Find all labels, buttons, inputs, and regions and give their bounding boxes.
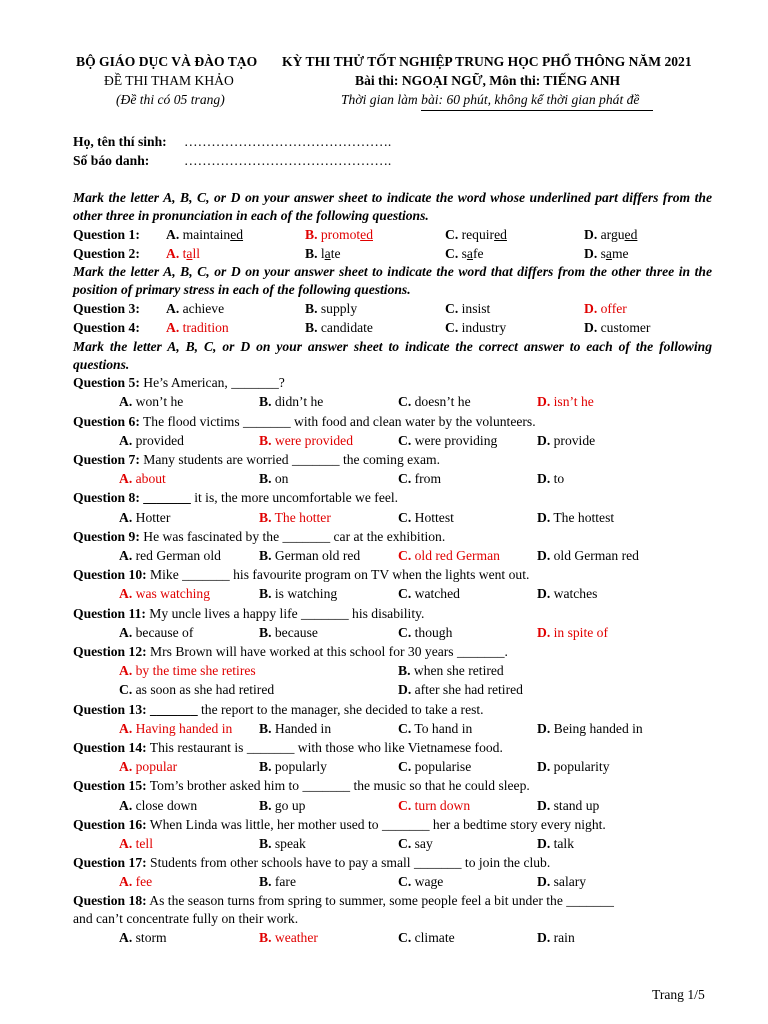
- exam-subject: Bài thi: NGOẠI NGỮ, Môn thi: TIẾNG ANH: [355, 73, 621, 88]
- option-a[interactable]: A. because of: [119, 625, 194, 640]
- option-d[interactable]: D. salary: [537, 874, 587, 889]
- option-a-answer[interactable]: A. tradition: [166, 320, 229, 335]
- option-d[interactable]: D. argued: [584, 227, 638, 242]
- exam-time: Thời gian làm bài: 60 phút, không kể thời gian phát đề: [341, 92, 640, 107]
- question-stem: Question 16: When Linda was little, her mother used to _______ her a bedtime story every night.: [73, 817, 606, 832]
- question-stem: Question 8: _______ it is, the more uncomfortable we feel.: [73, 490, 399, 505]
- option-b-answer[interactable]: B. The hotter: [259, 510, 331, 525]
- option-a-answer[interactable]: A. Having handed in: [119, 721, 233, 736]
- option-c[interactable]: C. as soon as she had retired: [119, 682, 275, 697]
- option-b[interactable]: B. is watching: [259, 586, 338, 601]
- option-b[interactable]: B. fare: [259, 874, 296, 889]
- question-stem: Question 10: Mike _______ his favourite program on TV when the lights went out.: [73, 567, 530, 582]
- option-a-answer[interactable]: A. was watching: [119, 586, 210, 601]
- option-c[interactable]: C. doesn’t he: [398, 394, 471, 409]
- option-c-answer[interactable]: C. old red German: [398, 548, 500, 563]
- exam-type: ĐỀ THI THAM KHẢO: [104, 73, 234, 88]
- option-b-answer[interactable]: B. promoted: [305, 227, 373, 242]
- option-b[interactable]: B. candidate: [305, 320, 373, 335]
- question-stem: Question 17: Students from other schools have to pay a small _______ to join the club.: [73, 855, 551, 870]
- candidate-name-dots: ……………………………………….: [184, 134, 392, 149]
- option-d[interactable]: D. Being handed in: [537, 721, 643, 736]
- option-d[interactable]: D. after she had retired: [398, 682, 523, 697]
- option-b[interactable]: B. speak: [259, 836, 306, 851]
- option-d[interactable]: D. watches: [537, 586, 598, 601]
- pages-note: (Đề thi có 05 trang): [116, 92, 225, 107]
- option-c[interactable]: C. safe: [445, 246, 484, 261]
- question-stem: Question 13: _______ the report to the manager, she decided to take a rest.: [73, 702, 484, 717]
- question-stem: Question 11: My uncle lives a happy life _______ his disability.: [73, 606, 425, 621]
- option-c[interactable]: C. industry: [445, 320, 507, 335]
- option-a-answer[interactable]: A. tall: [166, 246, 201, 261]
- option-d-answer[interactable]: D. isn’t he: [537, 394, 594, 409]
- question-label: Question 3:: [73, 301, 140, 316]
- question-stem: Question 12: Mrs Brown will have worked at this school for 30 years _______.: [73, 644, 508, 659]
- question-label: Question 1:: [73, 227, 140, 242]
- option-c[interactable]: C. popularise: [398, 759, 472, 774]
- ministry-name: BỘ GIÁO DỤC VÀ ĐÀO TẠO: [76, 54, 258, 69]
- instruction-pronunciation: Mark the letter A, B, C, or D on your answer sheet to indicate the word whose underlined part differs from the other three in pronunciation in each of the following questions.: [73, 190, 712, 223]
- option-b[interactable]: B. because: [259, 625, 318, 640]
- candidate-id-dots: ……………………………………….: [184, 153, 392, 168]
- option-a[interactable]: A. achieve: [166, 301, 225, 316]
- option-a[interactable]: A. provided: [119, 433, 184, 448]
- option-d[interactable]: D. talk: [537, 836, 575, 851]
- question-label: Question 2:: [73, 246, 140, 261]
- option-b-answer[interactable]: B. weather: [259, 930, 318, 945]
- option-c[interactable]: C. say: [398, 836, 433, 851]
- option-b[interactable]: B. German old red: [259, 548, 361, 563]
- option-a[interactable]: A. won’t he: [119, 394, 184, 409]
- question-stem-continued: and can’t concentrate fully on their work.: [73, 911, 299, 926]
- option-a-answer[interactable]: A. about: [119, 471, 166, 486]
- option-d-answer[interactable]: D. offer: [584, 301, 627, 316]
- option-d-answer[interactable]: D. in spite of: [537, 625, 608, 640]
- option-a-answer[interactable]: A. tell: [119, 836, 153, 851]
- option-c[interactable]: C. wage: [398, 874, 444, 889]
- option-d[interactable]: D. rain: [537, 930, 575, 945]
- option-c[interactable]: C. insist: [445, 301, 491, 316]
- option-d[interactable]: D. to: [537, 471, 565, 486]
- option-c[interactable]: C. were providing: [398, 433, 498, 448]
- option-a-answer[interactable]: A. popular: [119, 759, 178, 774]
- page-number: Trang 1/5: [652, 987, 705, 1002]
- question-stem: Question 5: He’s American, _______?: [73, 375, 285, 390]
- option-c[interactable]: C. climate: [398, 930, 455, 945]
- option-d[interactable]: D. The hottest: [537, 510, 615, 525]
- option-c[interactable]: C. Hottest: [398, 510, 454, 525]
- option-a[interactable]: A. close down: [119, 798, 198, 813]
- question-stem: Question 6: The flood victims _______ with food and clean water by the volunteers.: [73, 414, 536, 429]
- option-d[interactable]: D. same: [584, 246, 629, 261]
- option-b[interactable]: B. late: [305, 246, 341, 261]
- option-a-answer[interactable]: A. by the time she retires: [119, 663, 256, 678]
- instruction-correct-answer: Mark the letter A, B, C, or D on your answer sheet to indicate the correct answer to each of the following questions.: [73, 339, 712, 372]
- option-c[interactable]: C. though: [398, 625, 453, 640]
- option-b[interactable]: B. when she retired: [398, 663, 504, 678]
- option-b[interactable]: B. on: [259, 471, 289, 486]
- exam-title: KỲ THI THỬ TỐT NGHIỆP TRUNG HỌC PHỔ THÔNG NĂM 2021: [282, 54, 692, 69]
- candidate-id-label: Số báo danh:: [73, 153, 150, 168]
- option-a[interactable]: A. Hotter: [119, 510, 171, 525]
- option-b[interactable]: B. go up: [259, 798, 306, 813]
- question-label: Question 4:: [73, 320, 140, 335]
- header-underline: [421, 110, 653, 111]
- question-stem: Question 9: He was fascinated by the _______ car at the exhibition.: [73, 529, 446, 544]
- option-b[interactable]: B. supply: [305, 301, 358, 316]
- option-c[interactable]: C. watched: [398, 586, 460, 601]
- option-a[interactable]: A. red German old: [119, 548, 221, 563]
- option-c[interactable]: C. To hand in: [398, 721, 473, 736]
- option-d[interactable]: D. customer: [584, 320, 651, 335]
- option-b-answer[interactable]: B. were provided: [259, 433, 354, 448]
- option-b[interactable]: B. Handed in: [259, 721, 332, 736]
- question-stem: Question 7: Many students are worried _______ the coming exam.: [73, 452, 440, 467]
- option-c[interactable]: C. from: [398, 471, 442, 486]
- option-b[interactable]: B. popularly: [259, 759, 327, 774]
- option-b[interactable]: B. didn’t he: [259, 394, 324, 409]
- option-c[interactable]: C. required: [445, 227, 507, 242]
- instruction-stress: Mark the letter A, B, C, or D on your answer sheet to indicate the word that differs from the other three in the position of primary stress in each of the following questions.: [73, 264, 712, 297]
- question-stem: Question 15: Tom’s brother asked him to _______ the music so that he could sleep.: [73, 778, 530, 793]
- option-a[interactable]: A. maintained: [166, 227, 244, 242]
- candidate-name-label: Họ, tên thí sinh:: [73, 134, 167, 149]
- option-d[interactable]: D. stand up: [537, 798, 600, 813]
- option-c-answer[interactable]: C. turn down: [398, 798, 471, 813]
- question-stem: Question 14: This restaurant is _______ with those who like Vietnamese food.: [73, 740, 503, 755]
- option-d[interactable]: D. old German red: [537, 548, 639, 563]
- option-a[interactable]: A. storm: [119, 930, 167, 945]
- option-d[interactable]: D. provide: [537, 433, 596, 448]
- option-d[interactable]: D. popularity: [537, 759, 610, 774]
- question-stem: Question 18: As the season turns from spring to summer, some people feel a bit under the _______: [73, 893, 614, 908]
- option-a-answer[interactable]: A. fee: [119, 874, 153, 889]
